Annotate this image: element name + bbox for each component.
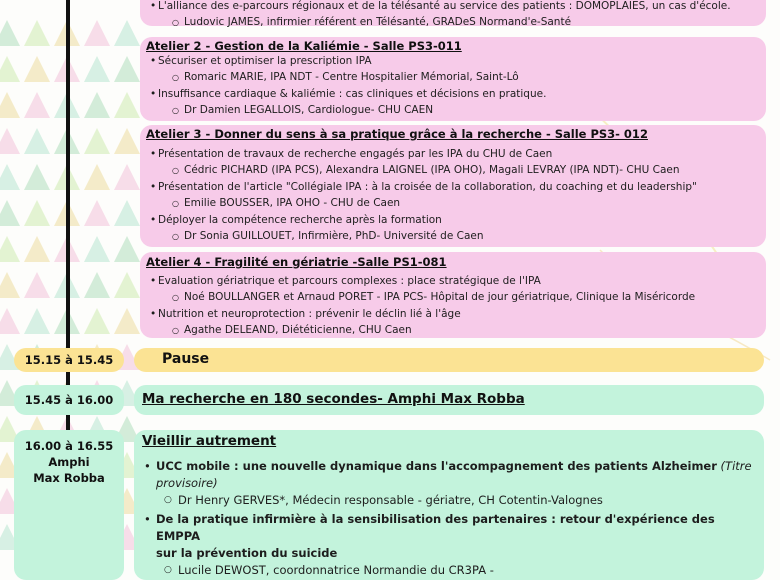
atelier4-speaker: ○ Noé BOULLANGER et Arnaud PORET - IPA PCS- Hôpital de jour gériatrique, Clinique la Miséricorde — [150, 289, 695, 306]
pause-time: 15.15 à 15.45 — [24, 353, 114, 367]
atelier1-item: • L'alliance des e-parcours régionaux et de la télésanté au service des patients : DOMOPLAIES, un cas d'école. — [150, 0, 731, 14]
vieillir-speaker: ○ Dr Henry GERVES*, Médecin responsable - gériatre, CH Cotentin-Valognes — [164, 493, 603, 507]
atelier4-speaker: ○ Agathe DELEAND, Diététicienne, CHU Caen — [150, 322, 695, 339]
atelier2-item: • Insuffisance cardiaque & kaliémie : cas cliniques et décisions en pratique. — [150, 86, 546, 102]
atelier1-card — [140, 0, 766, 26]
atelier3-speaker: ○ Emilie BOUSSER, IPA OHO - CHU de Caen — [150, 195, 697, 212]
atelier3-item: • Présentation de l'article "Collégiale IPA : à la croisée de la collaboration, du coaching et du leadership" — [150, 179, 697, 195]
vieillir-time: 16.00 à 16.55 — [24, 439, 114, 453]
vieillir-speaker: ○ Lucile DEWOST, coordonnatrice Normandie du CR3PA - — [164, 563, 494, 577]
pause-card — [134, 348, 764, 372]
atelier3-speaker: ○ Dr Sonia GUILLOUET, Infirmière, PhD- Université de Caen — [150, 228, 697, 245]
vieillir-item2-speaker: Lucile DEWOST, coordonnatrice Normandie du CR3PA - — [178, 563, 494, 577]
atelier2-speaker: ○ Romaric MARIE, IPA NDT - Centre Hospitalier Mémorial, Saint-Lô — [150, 69, 546, 86]
vieillir-item1-note2: provisoire) — [156, 476, 218, 490]
vieillir-item: • De la pratique infirmière à la sensibilisation des partenaires : retour d'expérience des EMPPA sur la prévention du suicide — [144, 512, 715, 560]
vieillir-time-badge — [14, 430, 124, 580]
vieillir-room-name: Max Robba — [33, 471, 105, 485]
recherche-card — [134, 385, 764, 415]
vieillir-item1-speaker: Dr Henry GERVES*, Médecin responsable - gériatre, CH Cotentin-Valognes — [178, 493, 603, 507]
atelier4-item: • Nutrition et neuroprotection : prévenir le déclin lié à l'âge — [150, 306, 695, 322]
atelier3-card — [140, 125, 766, 247]
atelier3-item: • Présentation de travaux de recherche engagés par les IPA du CHU de Caen — [150, 146, 697, 162]
recherche-time-badge — [14, 385, 124, 415]
atelier2-item: • Sécuriser et optimiser la prescription IPA — [150, 53, 546, 69]
vieillir-item2-line2: sur la prévention du suicide — [156, 546, 338, 560]
vieillir-item1-note: (Titre — [716, 459, 752, 473]
atelier3-item: • Déployer la compétence recherche après la formation — [150, 212, 697, 228]
pause-time-badge — [14, 348, 124, 372]
atelier1-speaker: ○ Ludovic JAMES, infirmier référent en Télésanté, GRADeS Normand'e-Santé — [150, 14, 731, 31]
vieillir-title: Vieillir autrement — [142, 433, 277, 449]
atelier4-item: • Evaluation gériatrique et parcours complexes : place stratégique de l'IPA — [150, 273, 695, 289]
atelier3-speaker: ○ Cédric PICHARD (IPA PCS), Alexandra LAIGNEL (IPA OHO), Magali LEVRAY (IPA NDT)- CHU Caen — [150, 162, 697, 179]
vieillir-room: Amphi — [48, 455, 90, 469]
recherche-label: Ma recherche en 180 secondes- Amphi Max Robba — [142, 391, 525, 407]
atelier4-card — [140, 252, 766, 338]
vieillir-item: • UCC mobile : une nouvelle dynamique dans l'accompagnement des patients Alzheimer (Titre provisoire) — [144, 459, 752, 490]
vieillir-item1-text: UCC mobile : une nouvelle dynamique dans l'accompagnement des patients Alzheimer — [156, 459, 717, 473]
vieillir-item2-line1: De la pratique infirmière à la sensibilisation des partenaires : retour d'expérience des EMPPA — [156, 512, 715, 543]
atelier2-title: Atelier 2 - Gestion de la Kaliémie - Salle PS3-011 — [146, 39, 462, 53]
atelier2-card — [140, 37, 766, 121]
atelier2-speaker: ○ Dr Damien LEGALLOIS, Cardiologue- CHU CAEN — [150, 102, 546, 119]
atelier3-title: Atelier 3 - Donner du sens à sa pratique grâce à la recherche - Salle PS3- 012 — [146, 127, 648, 141]
pause-label: Pause — [162, 351, 210, 367]
atelier4-title: Atelier 4 - Fragilité en gériatrie -Salle PS1-081 — [146, 255, 447, 269]
vieillir-card — [134, 430, 764, 580]
recherche-time: 15.45 à 16.00 — [24, 393, 114, 407]
